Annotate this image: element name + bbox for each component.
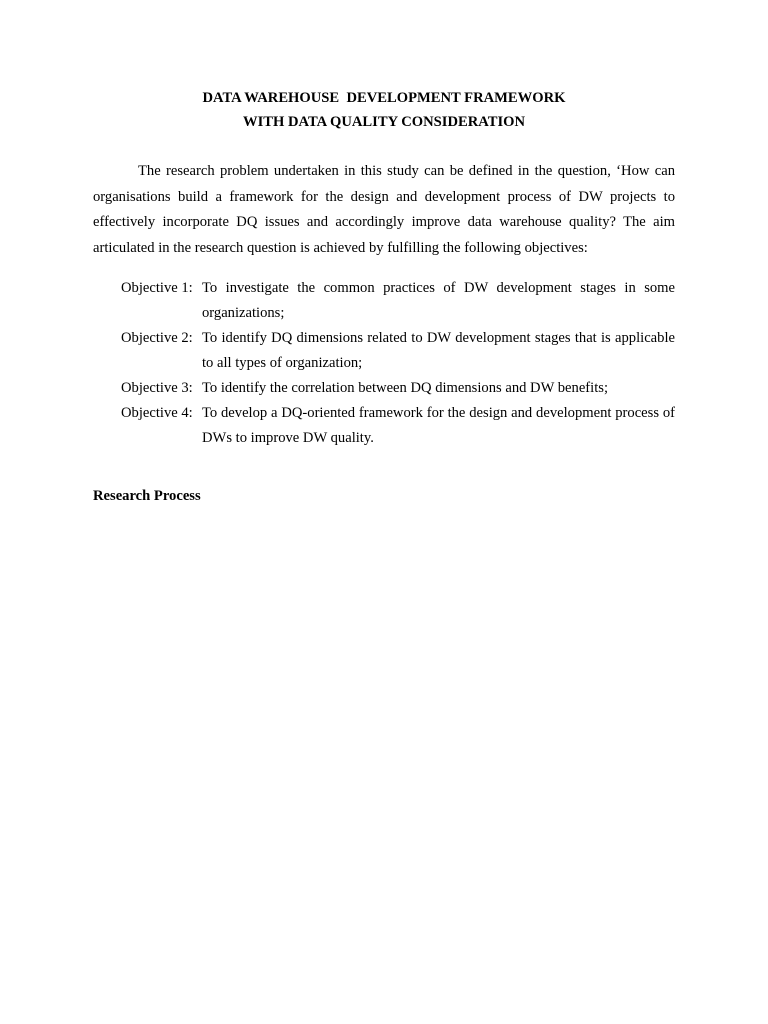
objective-3 (121, 376, 675, 401)
objectives-list (121, 276, 675, 451)
section-heading: Research Process (93, 488, 201, 504)
objective-text: To develop a DQ-oriented framework for the design and development process of DWs to improve DW quality. (202, 405, 675, 446)
title-line-1: DATA WAREHOUSE DEVELOPMENT FRAMEWORK (202, 90, 566, 106)
objective-4 (121, 401, 675, 451)
objective-1 (121, 276, 675, 326)
objective-label: Objective 3: (121, 380, 193, 396)
objective-label: Objective 4: (121, 405, 193, 421)
document-title (0, 86, 768, 134)
objective-text: To identify the correlation between DQ dimensions and DW benefits; (202, 380, 609, 396)
title-line-2: WITH DATA QUALITY CONSIDERATION (242, 114, 526, 130)
intro-paragraph: The research problem undertaken in this study can be defined in the question, ‘How can organisations build a framework for the design and development process of DW projects to effectively incorporate DQ issues and accordingly improve data warehouse quality? The aim articulated in the research question is achieved by fulfilling the following objectives: (93, 163, 675, 256)
objective-text: To identify DQ dimensions related to DW development stages that is applicable to all types of organization; (202, 330, 675, 371)
objective-label: Objective 2: (121, 330, 193, 346)
objective-2 (121, 326, 675, 376)
objective-text: To investigate the common practices of DW development stages in some organizations; (202, 280, 675, 321)
objective-label: Objective 1: (121, 280, 193, 296)
